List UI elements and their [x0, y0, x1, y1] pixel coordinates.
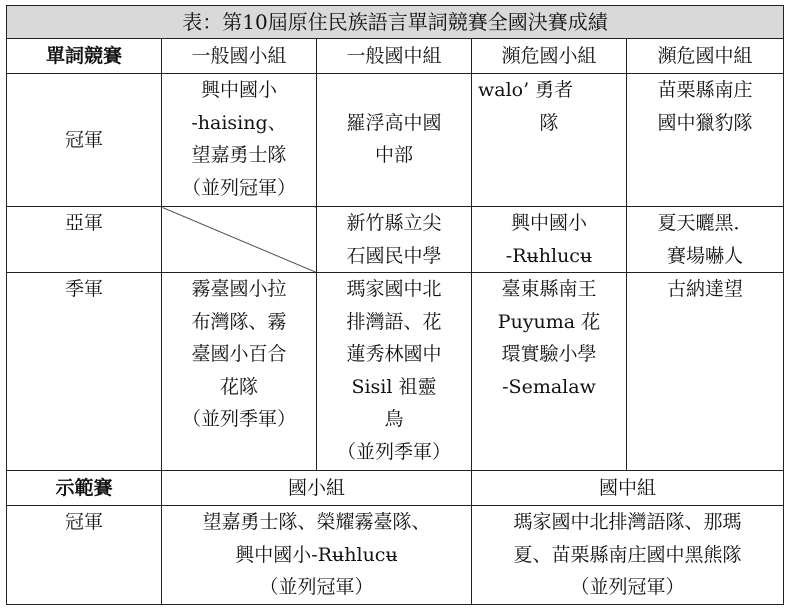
runnerup-endangered-elementary: 興中國小 -Rʉhlucʉ [472, 207, 627, 273]
table-title: 表：第10屆原住民族語言單詞競賽全國決賽成績 [7, 6, 784, 39]
champion-row [7, 74, 784, 207]
third-endangered-junior-high: 古納達望 [627, 273, 784, 471]
runnerup-general-elementary-empty [162, 207, 317, 273]
header-endangered-junior-high: 瀕危國中組 [627, 39, 784, 74]
demo-label: 示範賽 [7, 471, 162, 506]
demo-header-row [7, 471, 784, 506]
demo-elementary-group: 國小組 [162, 471, 472, 506]
third-endangered-elementary: 臺東縣南王 Puyuma 花 環實驗小學 -Semalaw [472, 273, 627, 471]
champion-label: 冠軍 [7, 74, 162, 207]
third-label: 季軍 [7, 273, 162, 471]
champion-endangered-junior-high: 苗栗縣南庄 國中獵豹隊 [627, 74, 784, 207]
runnerup-general-junior-high: 新竹縣立尖 石國民中學 [317, 207, 472, 273]
demo-champion-junior-high: 瑪家國中北排灣語隊、那瑪 夏、苗栗縣南庄國中黑熊隊 （並列冠軍） [472, 506, 784, 605]
champion-general-junior-high: 羅浮高中國 中部 [317, 74, 472, 207]
header-row [7, 39, 784, 74]
title-row [7, 6, 784, 39]
champion-general-elementary: 興中國小 -haising、 望嘉勇士隊 （並列冠軍） [162, 74, 317, 207]
runnerup-endangered-junior-high: 夏天曬黑． 賽場嚇人 [627, 207, 784, 273]
header-general-junior-high: 一般國中組 [317, 39, 472, 74]
champion-endangered-elementary: walo’ 勇者 隊 [472, 74, 627, 207]
demo-champion-label: 冠軍 [7, 506, 162, 605]
third-general-junior-high: 瑪家國中北 排灣語、花 蓮秀林國中 Sisil 祖靈 鳥 （並列季軍） [317, 273, 472, 471]
third-general-elementary: 霧臺國小拉 布灣隊、霧 臺國小百合 花隊 （並列季軍） [162, 273, 317, 471]
demo-champion-row [7, 506, 784, 605]
demo-junior-high-group: 國中組 [472, 471, 784, 506]
header-endangered-elementary: 瀕危國小組 [472, 39, 627, 74]
header-word-competition: 單詞競賽 [7, 39, 162, 74]
runnerup-label: 亞軍 [7, 207, 162, 273]
runnerup-row [7, 207, 784, 273]
header-general-elementary: 一般國小組 [162, 39, 317, 74]
results-table [6, 5, 784, 605]
demo-champion-elementary: 望嘉勇士隊、榮耀霧臺隊、 興中國小-Rʉhlucʉ （並列冠軍） [162, 506, 472, 605]
third-row [7, 273, 784, 471]
